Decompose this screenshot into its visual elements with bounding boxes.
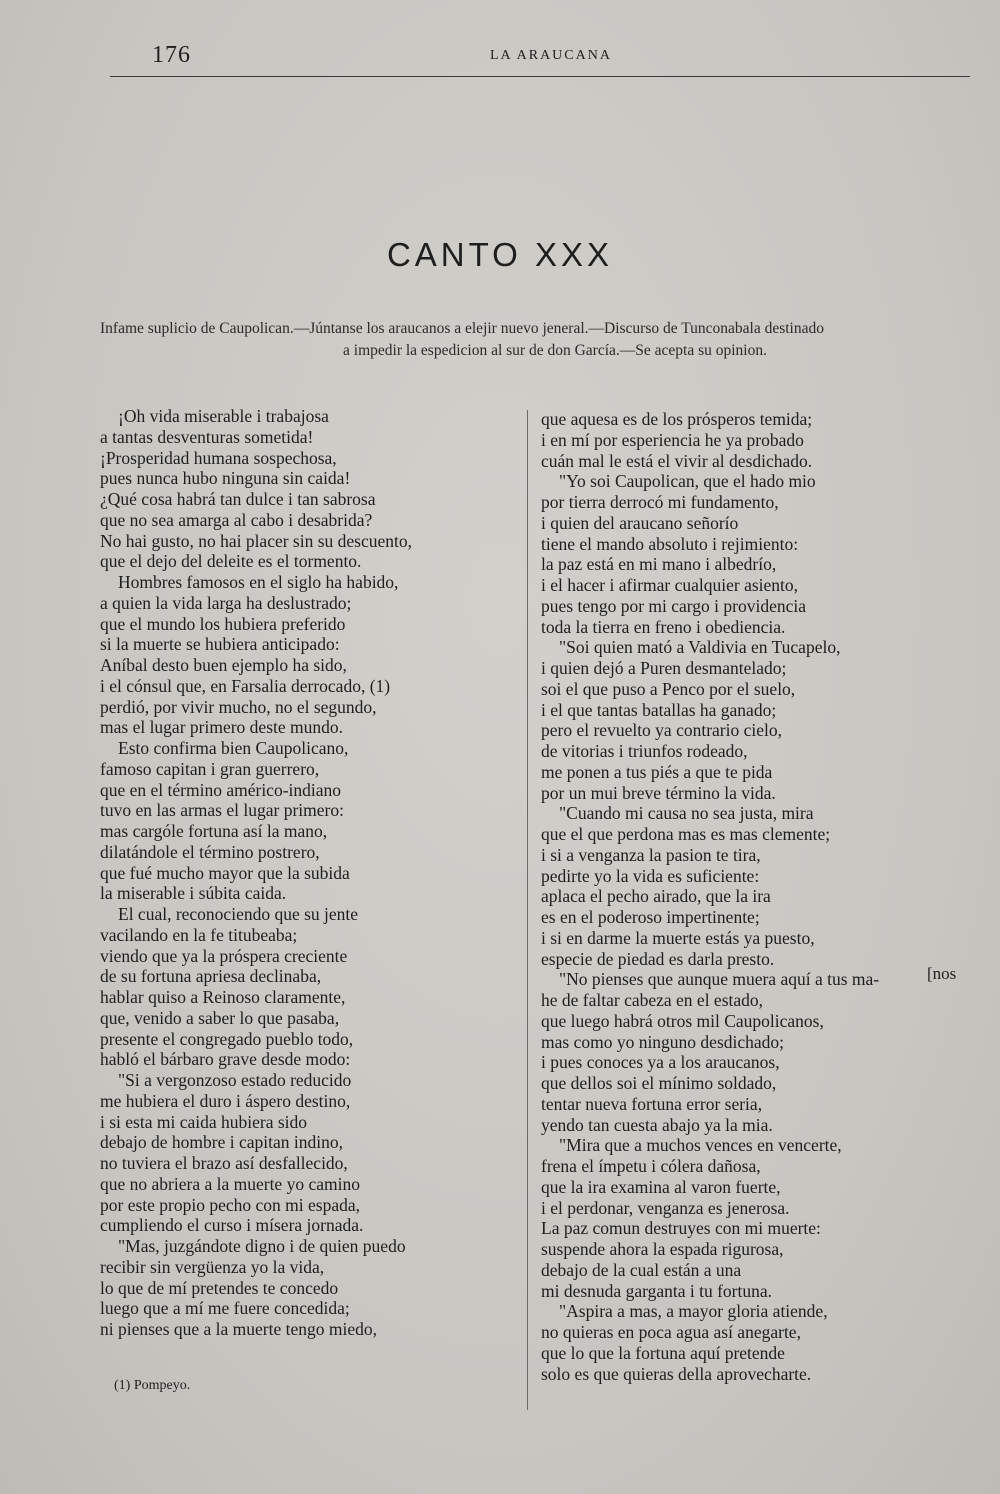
verse-line: cumpliendo el curso i mísera jornada. [100, 1215, 364, 1236]
summary-line: Infame suplicio de Caupolican.—Júntanse los araucanos a elejir nuevo jeneral.—Discurso de Tunconabala destinado [100, 320, 824, 337]
verse-line: recibir sin vergüenza yo la vida, [100, 1256, 325, 1277]
verse-line: he de faltar cabeza en el estado, [541, 990, 764, 1010]
verse-line: ¡Oh vida miserable i trabajosa [118, 406, 329, 426]
verse-line: tentar nueva fortuna error seria, [541, 1093, 763, 1114]
header-rule [110, 76, 970, 77]
verse-line: i si en darme la muerte estás ya puesto, [541, 927, 815, 948]
verse-line: la miserable i súbita caida. [100, 883, 287, 904]
verse-line: Esto confirma bien Caupolicano, [118, 738, 349, 758]
verse-line: i pues conoces ya a los araucanos, [541, 1052, 780, 1073]
verse-line: por tierra derrocó mi fundamento, [541, 492, 779, 512]
verse-line: que la ira examina al varon fuerte, [541, 1176, 781, 1197]
verse-line: El cual, reconociendo que su jente [118, 904, 359, 924]
verse-line: frena el ímpetu i cólera dañosa, [541, 1156, 761, 1176]
verse-line: i si a venganza la pasion te tira, [541, 844, 761, 865]
column-divider [527, 410, 528, 1410]
verse-line: "Soi quien mató a Valdivia en Tucapelo, [559, 637, 841, 658]
page-number: 176 [152, 42, 191, 68]
verse-line: que fué mucho mayor que la subida [100, 862, 350, 883]
verse-line: que lo que la fortuna aquí pretende [541, 1342, 785, 1363]
verse-line: i quien dejó a Puren desmantelado; [541, 658, 787, 678]
verse-line: yendo tan cuesta abajo ya la mia. [541, 1114, 773, 1135]
verse-line: debajo de la cual están a una [541, 1259, 742, 1280]
running-head: LA ARAUCANA [490, 48, 612, 63]
verse-line: que el dejo del deleite es el tormento. [100, 551, 362, 572]
verse-line: que dellos soi el mínimo soldado, [541, 1073, 777, 1093]
verse-line: presente el congregado pueblo todo, [100, 1028, 354, 1049]
verse-line: si la muerte se hubiera anticipado: [100, 634, 340, 655]
verse-line: i en mí por esperiencia he ya probado [541, 429, 804, 450]
verse-line: solo es que quieras della aprovecharte. [541, 1363, 812, 1384]
verse-line: mas como yo ninguno desdichado; [541, 1031, 785, 1052]
verse-line: me ponen a tus piés a que te pida [541, 761, 773, 782]
verse-line: i si esta mi caida hubiera sido [100, 1111, 308, 1132]
verse-line: "Mas, juzgándote digno i de quien puedo [118, 1236, 406, 1256]
canto-title: CANTO XXX [386, 236, 614, 273]
verse-line: de vitorias i triunfos rodeado, [541, 741, 748, 761]
verse-line: que el mundo los hubiera preferido [100, 613, 346, 634]
verse-line: me hubiera el duro i áspero destino, [100, 1090, 351, 1111]
verse-line: la paz está en mi mano i albedrío, [541, 554, 777, 575]
verse-line: "Cuando mi causa no sea justa, mira [559, 803, 814, 824]
verse-line: especie de piedad es darla presto. [541, 948, 775, 969]
verse-line: luego que a mí me fuere concedida; [100, 1298, 350, 1319]
verse-line: que no sea amarga al cabo i desabrida? [100, 509, 373, 530]
verse-line: pues nunca hubo ninguna sin caida! [100, 468, 351, 489]
verse-line: i quien del araucano señorío [541, 512, 739, 533]
verse-line: mas el lugar primero deste mundo. [100, 717, 343, 738]
verse-line: ¿Qué cosa habrá tan dulce i tan sabrosa [100, 489, 376, 509]
verse-line: toda la tierra en freno i obediencia. [541, 616, 786, 637]
verse-line: perdió, por vivir mucho, no el segundo, [100, 696, 377, 717]
verse-line: que el que perdona mas es mas clemente; [541, 824, 831, 844]
verse-line: viendo que ya la próspera creciente [100, 945, 348, 966]
verse-line: por un mui breve término la vida. [541, 782, 776, 803]
left-verse-column [100, 406, 510, 1340]
verse-line: hablar quiso a Reinoso claramente, [100, 987, 346, 1007]
verse-line: tiene el mando absoluto i rejimiento: [541, 533, 799, 554]
verse-line: i el cónsul que, en Farsalia derrocado, (1) [100, 675, 391, 696]
verse-line: La paz comun destruyes con mi muerte: [541, 1218, 821, 1239]
footnote: (1) Pompeyo. [114, 1378, 191, 1393]
verse-line: "Si a vergonzoso estado reducido [118, 1070, 352, 1090]
verse-line: i el hacer i afirmar cualquier asiento, [541, 575, 799, 595]
verse-line: dilatándole el término postrero, [100, 841, 320, 862]
verse-line: pero el revuelto ya contrario cielo, [541, 720, 783, 741]
verse-line: i el perdonar, venganza es jenerosa. [541, 1197, 790, 1218]
verse-line: que aquesa es de los prósperos temida; [541, 409, 813, 429]
verse-line: i el que tantas batallas ha ganado; [541, 699, 777, 720]
verse-line: ni pienses que a la muerte tengo miedo, [100, 1319, 378, 1339]
verse-line: mi desnuda garganta i tu fortuna. [541, 1280, 773, 1301]
verse-line: que no abriera a la muerte yo camino [100, 1173, 360, 1194]
verse-line: tuvo en las armas el lugar primero: [100, 800, 344, 821]
verse-line: a tantas desventuras sometida! [100, 426, 314, 447]
verse-line: Aníbal desto buen ejemplo ha sido, [100, 655, 347, 675]
verse-line: aplaca el pecho airado, que la ira [541, 886, 771, 907]
verse-line: cuán mal le está el vivir al desdichado. [541, 450, 813, 471]
verse-line: que, venido a saber lo que pasaba, [100, 1007, 340, 1028]
verse-line: vacilando en la fe titubeaba; [100, 924, 298, 945]
verse-line: lo que de mí pretendes te concedo [100, 1277, 339, 1298]
verse-line: por este propio pecho con mi espada, [100, 1194, 360, 1215]
verse-line: Hombres famosos en el siglo ha habido, [118, 572, 399, 592]
verse-line: mas cargóle fortuna así la mano, [100, 821, 328, 841]
summary-line: a impedir la espedicion al sur de don García.—Se acepta su opinion. [343, 342, 767, 359]
verse-line: "Aspira a mas, a mayor gloria atiende, [559, 1301, 828, 1322]
verse-line: soi el que puso a Penco por el suelo, [541, 678, 796, 699]
verse-line: pedirte yo la vida es suficiente: [541, 865, 760, 886]
verse-line: a quien la vida larga ha deslustrado; [100, 592, 352, 613]
canto-summary [100, 318, 970, 362]
right-verse-column [541, 409, 971, 1384]
verse-line: no tuviera el brazo así desfallecido, [100, 1153, 348, 1173]
verse-line: famoso capitan i gran guerrero, [100, 758, 320, 779]
verse-line: habló el bárbaro grave desde modo: [100, 1049, 351, 1070]
margin-note: [nos [927, 964, 957, 983]
verse-line: pues tengo por mi cargo i providencia [541, 595, 807, 616]
verse-line: debajo de hombre i capitan indino, [100, 1132, 343, 1153]
verse-line: suspende ahora la espada rigurosa, [541, 1239, 784, 1259]
verse-line: "Yo soi Caupolican, que el hado mio [559, 471, 816, 492]
verse-line: que luego habrá otros mil Caupolicanos, [541, 1010, 824, 1031]
verse-line: "Mira que a muchos vences en vencerte, [559, 1135, 842, 1156]
verse-line: ¡Prosperidad humana sospechosa, [100, 447, 337, 468]
verse-line: que en el término américo-indiano [100, 779, 342, 800]
verse-line: de su fortuna apriesa declinaba, [100, 966, 322, 987]
page-header [110, 42, 970, 72]
verse-line: no quieras en poca agua así anegarte, [541, 1322, 801, 1342]
verse-line: No hai gusto, no hai placer sin su descuento, [100, 530, 413, 551]
verse-line: es en el poderoso impertinente; [541, 907, 760, 927]
verse-line: "No pienses que aunque muera aquí a tus ma- [559, 969, 880, 990]
